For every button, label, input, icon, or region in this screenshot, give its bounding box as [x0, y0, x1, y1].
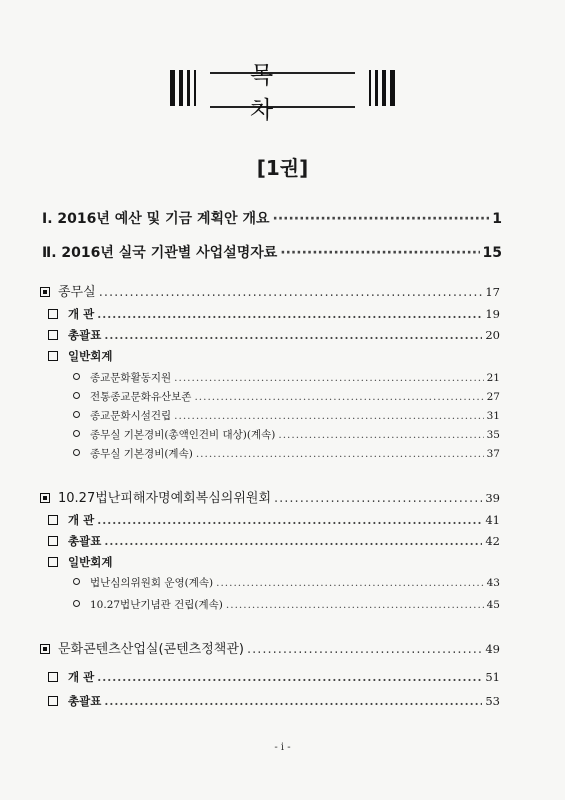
empty-square-icon	[48, 672, 58, 682]
subsection-page: 51	[485, 670, 500, 684]
part-page: 15	[482, 245, 502, 261]
circle-bullet-icon	[73, 430, 80, 437]
empty-square-icon	[48, 557, 58, 567]
subsection-page: 20	[485, 328, 500, 342]
page-title: 목 차	[250, 61, 314, 124]
toc-item[interactable]	[73, 575, 500, 590]
toc-subsection[interactable]	[48, 533, 500, 549]
toc-item[interactable]	[73, 446, 500, 461]
part-label: Ⅰ. 2016년 예산 및 기금 계획안 개요	[42, 211, 270, 227]
circle-bullet-icon	[73, 392, 80, 399]
leader-dots	[99, 285, 483, 300]
empty-square-icon	[48, 330, 58, 340]
toc-item[interactable]	[73, 389, 500, 404]
toc-subsection-heading	[48, 348, 500, 364]
item-name: 전통종교문화유산보존	[90, 391, 192, 403]
toc-title-block	[170, 61, 395, 124]
toc-subsection[interactable]	[48, 327, 500, 343]
toc-subsection-heading	[48, 554, 500, 570]
toc-item[interactable]	[73, 427, 500, 442]
section-page: 39	[485, 491, 500, 505]
leader-dots	[274, 491, 482, 506]
item-name: 10.27법난기념관 건립(계속)	[90, 599, 223, 611]
item-page: 35	[486, 429, 500, 441]
filled-square-icon	[40, 644, 50, 654]
title-bars-right	[365, 68, 395, 108]
volume-label: [1권]	[256, 156, 309, 180]
leader-dots	[174, 372, 483, 384]
leader-dots	[196, 448, 484, 460]
item-page: 45	[486, 599, 500, 611]
circle-bullet-icon	[73, 600, 80, 607]
circle-bullet-icon	[73, 578, 80, 585]
subsection-page: 42	[485, 534, 500, 548]
circle-bullet-icon	[73, 411, 80, 418]
leader-dots	[216, 577, 484, 589]
subsection-page: 41	[485, 513, 500, 527]
subsection-name: 일반회계	[68, 555, 113, 569]
section-name: 종무실	[58, 285, 96, 300]
circle-bullet-icon	[73, 373, 80, 380]
subsection-name: 개 관	[68, 670, 95, 684]
leader-dots	[226, 599, 484, 611]
item-page: 31	[486, 410, 500, 422]
leader-dots	[273, 211, 490, 227]
toc-subsection[interactable]	[48, 693, 500, 709]
empty-square-icon	[48, 351, 58, 361]
filled-square-icon	[40, 493, 50, 503]
toc-item[interactable]	[73, 597, 500, 612]
leader-dots	[104, 534, 482, 548]
toc-subsection[interactable]	[48, 306, 500, 322]
empty-square-icon	[48, 536, 58, 546]
toc-section[interactable]	[40, 487, 500, 506]
page-number-footer: - i -	[274, 742, 291, 753]
title-bars-left	[170, 68, 200, 108]
subsection-name: 총괄표	[68, 328, 102, 342]
part-page: 1	[492, 211, 502, 227]
item-page: 21	[486, 372, 500, 384]
item-name: 종교문화활동지원	[90, 372, 172, 384]
subsection-page: 19	[485, 307, 500, 321]
section-page: 49	[485, 642, 500, 656]
toc-subsection[interactable]	[48, 512, 500, 528]
section-page: 17	[485, 285, 500, 299]
subsection-name: 총괄표	[68, 534, 102, 548]
empty-square-icon	[48, 515, 58, 525]
item-name: 종무실 기본경비(계속)	[90, 448, 193, 460]
toc-section[interactable]	[40, 281, 500, 300]
leader-dots	[247, 642, 482, 657]
empty-square-icon	[48, 696, 58, 706]
toc-part-1[interactable]	[42, 208, 502, 228]
item-page: 37	[486, 448, 500, 460]
part-label: Ⅱ. 2016년 실국 기관별 사업설명자료	[42, 245, 278, 261]
leader-dots	[280, 245, 479, 261]
leader-dots	[174, 410, 483, 422]
item-name: 종무실 기본경비(총액인건비 대상)(계속)	[90, 429, 276, 441]
toc-section[interactable]	[40, 638, 500, 657]
toc-subsection[interactable]	[48, 669, 500, 685]
empty-square-icon	[48, 309, 58, 319]
circle-bullet-icon	[73, 449, 80, 456]
subsection-name: 일반회계	[68, 349, 113, 363]
item-name: 종교문화시설건립	[90, 410, 172, 422]
toc-part-2[interactable]	[42, 242, 502, 262]
leader-dots	[278, 429, 483, 441]
toc-item[interactable]	[73, 408, 500, 423]
section-name: 10.27법난피해자명예회복심의위원회	[58, 491, 272, 506]
leader-dots	[194, 391, 483, 403]
subsection-name: 개 관	[68, 307, 95, 321]
leader-dots	[97, 513, 482, 527]
subsection-name: 총괄표	[68, 694, 102, 708]
section-name: 문화콘텐츠산업실(콘텐츠정책관)	[58, 642, 244, 657]
leader-dots	[104, 694, 482, 708]
leader-dots	[97, 307, 482, 321]
title-frame	[210, 61, 355, 124]
leader-dots	[97, 670, 482, 684]
leader-dots	[104, 328, 482, 342]
subsection-name: 개 관	[68, 513, 95, 527]
item-page: 27	[486, 391, 500, 403]
item-name: 법난심의위원회 운영(계속)	[90, 577, 214, 589]
toc-item[interactable]	[73, 370, 500, 385]
subsection-page: 53	[485, 694, 500, 708]
item-page: 43	[486, 577, 500, 589]
filled-square-icon	[40, 287, 50, 297]
